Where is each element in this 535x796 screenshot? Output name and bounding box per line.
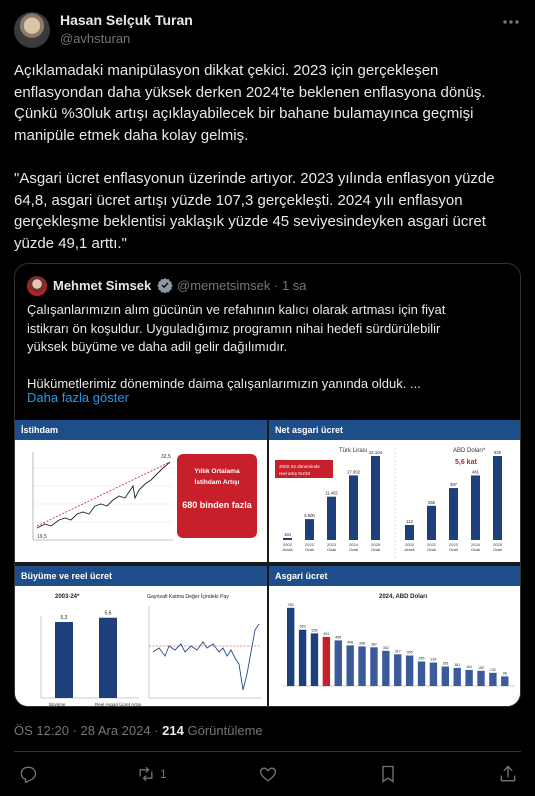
asgari-subtitle: 2024, ABD Doları: [379, 594, 428, 600]
panel-istihdam[interactable]: [15, 420, 267, 562]
net-bar-usd-0: [405, 525, 414, 540]
asgari-bar-9: [394, 654, 401, 686]
quoted-text: Çalışanlarımızın alım gücünün ve refahının kalıcı olarak artması için fiyat istikrarı ön koşuldur. Uyguladığımız programın nihai hedefi sürdürülebilir yüksek büyüme ve daha adil gelir dağılımıdır. Hükümetlerimiz döneminde daima çalışanlarımızın yanında olduk. ...: [27, 302, 446, 391]
buyume-bar2-label: Reel Asgari Ücret Artışı: [95, 702, 142, 707]
asgari-bar-12: [430, 663, 437, 686]
share-icon: [498, 764, 518, 784]
net-bar-category-usd-2-1: Ocak: [448, 547, 459, 552]
show-more-link[interactable]: Daha fazla göster: [27, 390, 129, 405]
asgari-bar-value-7: 387: [370, 642, 377, 647]
istihdam-start-label: 19,5: [37, 534, 47, 540]
asgari-bar-17: [489, 673, 496, 686]
net-bar-tl-1: [305, 519, 314, 540]
divider: [14, 751, 521, 752]
asgari-bar-15: [465, 670, 472, 686]
quoted-author-handle: @memetsimsek: [177, 278, 271, 293]
buyume-bar-0: [55, 622, 73, 698]
asgari-bar-value-18: 96: [502, 671, 507, 676]
net-bar-usd-3: [471, 475, 480, 540]
net-left-subtitle: Türk Lirası: [339, 448, 368, 454]
net-bar-tl-4: [371, 456, 380, 540]
net-bar-value-usd-0: 112: [406, 518, 413, 524]
net-bar-tl-0: [283, 538, 292, 540]
asgari-bar-10: [406, 656, 413, 687]
net-bar-category-usd-3-1: Ocak: [470, 547, 481, 552]
net-bar-category-usd-3-0: 2024: [471, 542, 480, 547]
buyume-bar1-label: Büyüme: [49, 702, 66, 707]
net-bar-category-usd-4-0: 2025: [493, 542, 502, 547]
net-red-note-line1: 2002-24 döneminde: [279, 464, 320, 469]
net-bar-category-usd-2-0: 2023: [449, 542, 458, 547]
asgari-bar-value-17: 132: [489, 667, 496, 672]
net-bar-category-tl-1-1: Ocak: [304, 547, 315, 552]
panel-asgari-title: Asgari ücret: [269, 566, 521, 586]
asgari-bar-value-9: 317: [394, 649, 401, 654]
net-bar-category-tl-3-0: 2024: [349, 542, 358, 547]
net-bar-usd-1: [427, 506, 436, 540]
net-bar-category-tl-1-0: 2022: [305, 542, 314, 547]
net-bar-category-tl-2-0: 2023: [327, 542, 336, 547]
retweet-icon: [136, 764, 156, 784]
verified-badge-icon: [157, 277, 173, 293]
istihdam-end-label: 32,5: [161, 454, 171, 460]
views-count: 214: [162, 723, 184, 738]
asgari-bar-value-11: 245: [418, 656, 425, 661]
net-bar-value-usd-2: 387: [450, 482, 457, 488]
asgari-bar-5: [346, 645, 353, 686]
net-bar-category-usd-1-0: 2022: [427, 542, 436, 547]
quoted-meta: @memetsimsek · 1 sa: [177, 278, 307, 293]
net-asgari-bar-chart: [269, 440, 521, 562]
istihdam-box-line2: İstihdam Artışı: [194, 479, 240, 486]
asgari-bar-6: [358, 646, 365, 686]
asgari-bar-7: [370, 647, 377, 686]
reply-button[interactable]: [18, 762, 38, 786]
quoted-time: 1 sa: [281, 278, 307, 293]
net-bar-category-usd-1-1: Ocak: [426, 547, 437, 552]
net-bar-category-tl-2-1: Ocak: [326, 547, 337, 552]
net-bar-category-tl-0-1: Aralık: [282, 547, 293, 552]
net-bar-value-tl-0: 184: [284, 532, 291, 537]
asgari-bar-1: [299, 630, 306, 686]
asgari-bar-8: [382, 651, 389, 686]
istihdam-line-chart: [15, 440, 175, 560]
like-button[interactable]: [258, 762, 278, 786]
net-bar-category-tl-0-0: 2002: [283, 542, 292, 547]
asgari-bar-16: [477, 671, 484, 686]
author-handle[interactable]: @avhsturan: [60, 31, 131, 46]
author-avatar[interactable]: [14, 12, 50, 48]
asgari-bar-value-0: 782: [287, 602, 294, 607]
asgari-bar-value-13: 195: [442, 661, 449, 666]
asgari-bar-2: [311, 633, 318, 686]
net-bar-value-tl-3: 17.002: [347, 469, 360, 475]
panel-buyume[interactable]: [15, 566, 267, 707]
quoted-author-name: Mehmet Simsek: [53, 278, 152, 293]
asgari-bar-18: [501, 676, 508, 686]
net-right-subtitle: ABD Doları*: [453, 448, 486, 454]
quoted-author-avatar: [27, 276, 47, 296]
panel-buyume-title: Büyüme ve reel ücret: [15, 566, 267, 586]
net-bar-value-tl-4: 22.104: [369, 450, 382, 455]
quoted-image-grid[interactable]: [15, 420, 521, 707]
asgari-bar-value-8: 352: [382, 645, 389, 650]
panel-net-title: Net asgari ücret: [269, 420, 521, 440]
net-bar-category-tl-3-1: Ocak: [348, 547, 359, 552]
grid-divider-horizontal: [15, 562, 521, 566]
istihdam-box-line3: 680 binden fazla: [182, 500, 252, 510]
net-bar-tl-3: [349, 475, 358, 540]
net-bar-usd-4: [493, 456, 502, 540]
tweet-meta: [14, 723, 263, 738]
net-bar-category-usd-0-1: Aralık: [404, 547, 415, 552]
retweet-count: 1: [160, 767, 167, 781]
tweet-text: Açıklamadaki manipülasyon dikkat çekici. 2023 için gerçekleşen enflasyondan daha yüksek derken 2024'te beklenen enflasyona dönüş. Çünkü %30luk artışı açıklayabilecek bir bahane bulamayınca geçmişi manipüle etmek daha kolay gelmiş. "Asgari ücret enflasyonun üzerinde artıyor. 2023 yılında enflasyon yüzde 64,8, asgari ücret artışı yüzde 107,3 gerçekleşti. 2024 yılı enflasyon gerçekleşme beklentisi yaklaşık yüzde 45 seviyesindeyken asgari ücret yüzde 49,1 arttı.": [14, 62, 495, 252]
buyume-right-subtitle: Gayrisafi Katma Değer İçindeki Pay: [147, 594, 229, 600]
buyume-bar-value-0: 5,3: [60, 615, 68, 622]
panel-net-asgari-ucret[interactable]: [269, 420, 521, 562]
retweet-button[interactable]: [136, 762, 167, 786]
asgari-bar-value-2: 526: [311, 628, 318, 633]
views-label: Görüntüleme: [187, 723, 263, 738]
buyume-period: 2003-24*: [55, 594, 80, 600]
asgari-bar-3: [323, 637, 330, 686]
net-bar-value-tl-2: 11.402: [325, 490, 338, 496]
net-bar-value-usd-3: 481: [472, 469, 479, 475]
bookmark-button[interactable]: [378, 762, 398, 786]
net-bar-category-usd-4-1: Ocak: [492, 547, 503, 552]
net-red-note-line2: reel artış %218: [279, 471, 310, 476]
asgari-bar-value-10: 305: [406, 650, 413, 655]
asgari-bar-value-5: 406: [347, 640, 354, 645]
asgari-bar-value-16: 152: [478, 665, 485, 670]
panel-istihdam-title: İstihdam: [15, 420, 267, 440]
buyume-bar-value-1: 5,6: [104, 610, 112, 617]
net-bar-category-usd-0-0: 2002: [405, 542, 414, 547]
heart-icon: [258, 764, 278, 784]
net-bar-category-tl-4-0: 2025: [371, 542, 380, 547]
buyume-share-line: [153, 624, 259, 690]
asgari-bar-value-6: 396: [359, 641, 366, 646]
asgari-bar-value-1: 563: [299, 624, 306, 629]
net-kat-label: 5,6 kat: [455, 459, 477, 466]
asgari-bar-value-14: 181: [454, 662, 461, 667]
more-options-icon[interactable]: [501, 14, 521, 30]
net-bar-usd-2: [449, 488, 458, 540]
tweet-header: [14, 10, 521, 50]
asgari-bar-4: [335, 640, 342, 686]
reply-icon: [18, 764, 38, 784]
asgari-bar-value-4: 456: [335, 635, 342, 640]
net-bar-category-tl-4-1: Ocak: [370, 547, 381, 552]
asgari-ucret-bar-chart: [269, 586, 521, 707]
asgari-bar-value-12: 234: [430, 657, 437, 662]
author-name[interactable]: Hasan Selçuk Turan: [60, 12, 193, 28]
tweet-timestamp[interactable]: ÖS 12:20 · 28 Ara 2024 ·: [14, 723, 159, 738]
net-bar-tl-2: [327, 497, 336, 540]
asgari-bar-value-15: 161: [466, 664, 473, 669]
net-bar-value-tl-1: 5.500: [304, 513, 315, 519]
quoted-tweet[interactable]: [14, 263, 521, 707]
tweet-actions: [14, 762, 521, 786]
share-button[interactable]: [498, 762, 518, 786]
panel-asgari-ucret[interactable]: [269, 566, 521, 707]
asgari-bar-0: [287, 608, 294, 686]
buyume-chart: [15, 586, 267, 707]
asgari-bar-13: [442, 667, 449, 687]
asgari-bar-14: [454, 668, 461, 686]
net-bar-value-usd-4: 626: [494, 450, 501, 455]
istihdam-series-line: [37, 462, 170, 528]
net-bar-value-usd-1: 255: [428, 499, 435, 505]
istihdam-highlight-box: [177, 454, 257, 538]
istihdam-box-line1: Yıllık Ortalama: [194, 468, 240, 475]
asgari-bar-11: [418, 662, 425, 687]
bookmark-icon: [378, 764, 398, 784]
buyume-bar-1: [99, 618, 117, 698]
asgari-bar-value-3: 491: [323, 631, 330, 636]
